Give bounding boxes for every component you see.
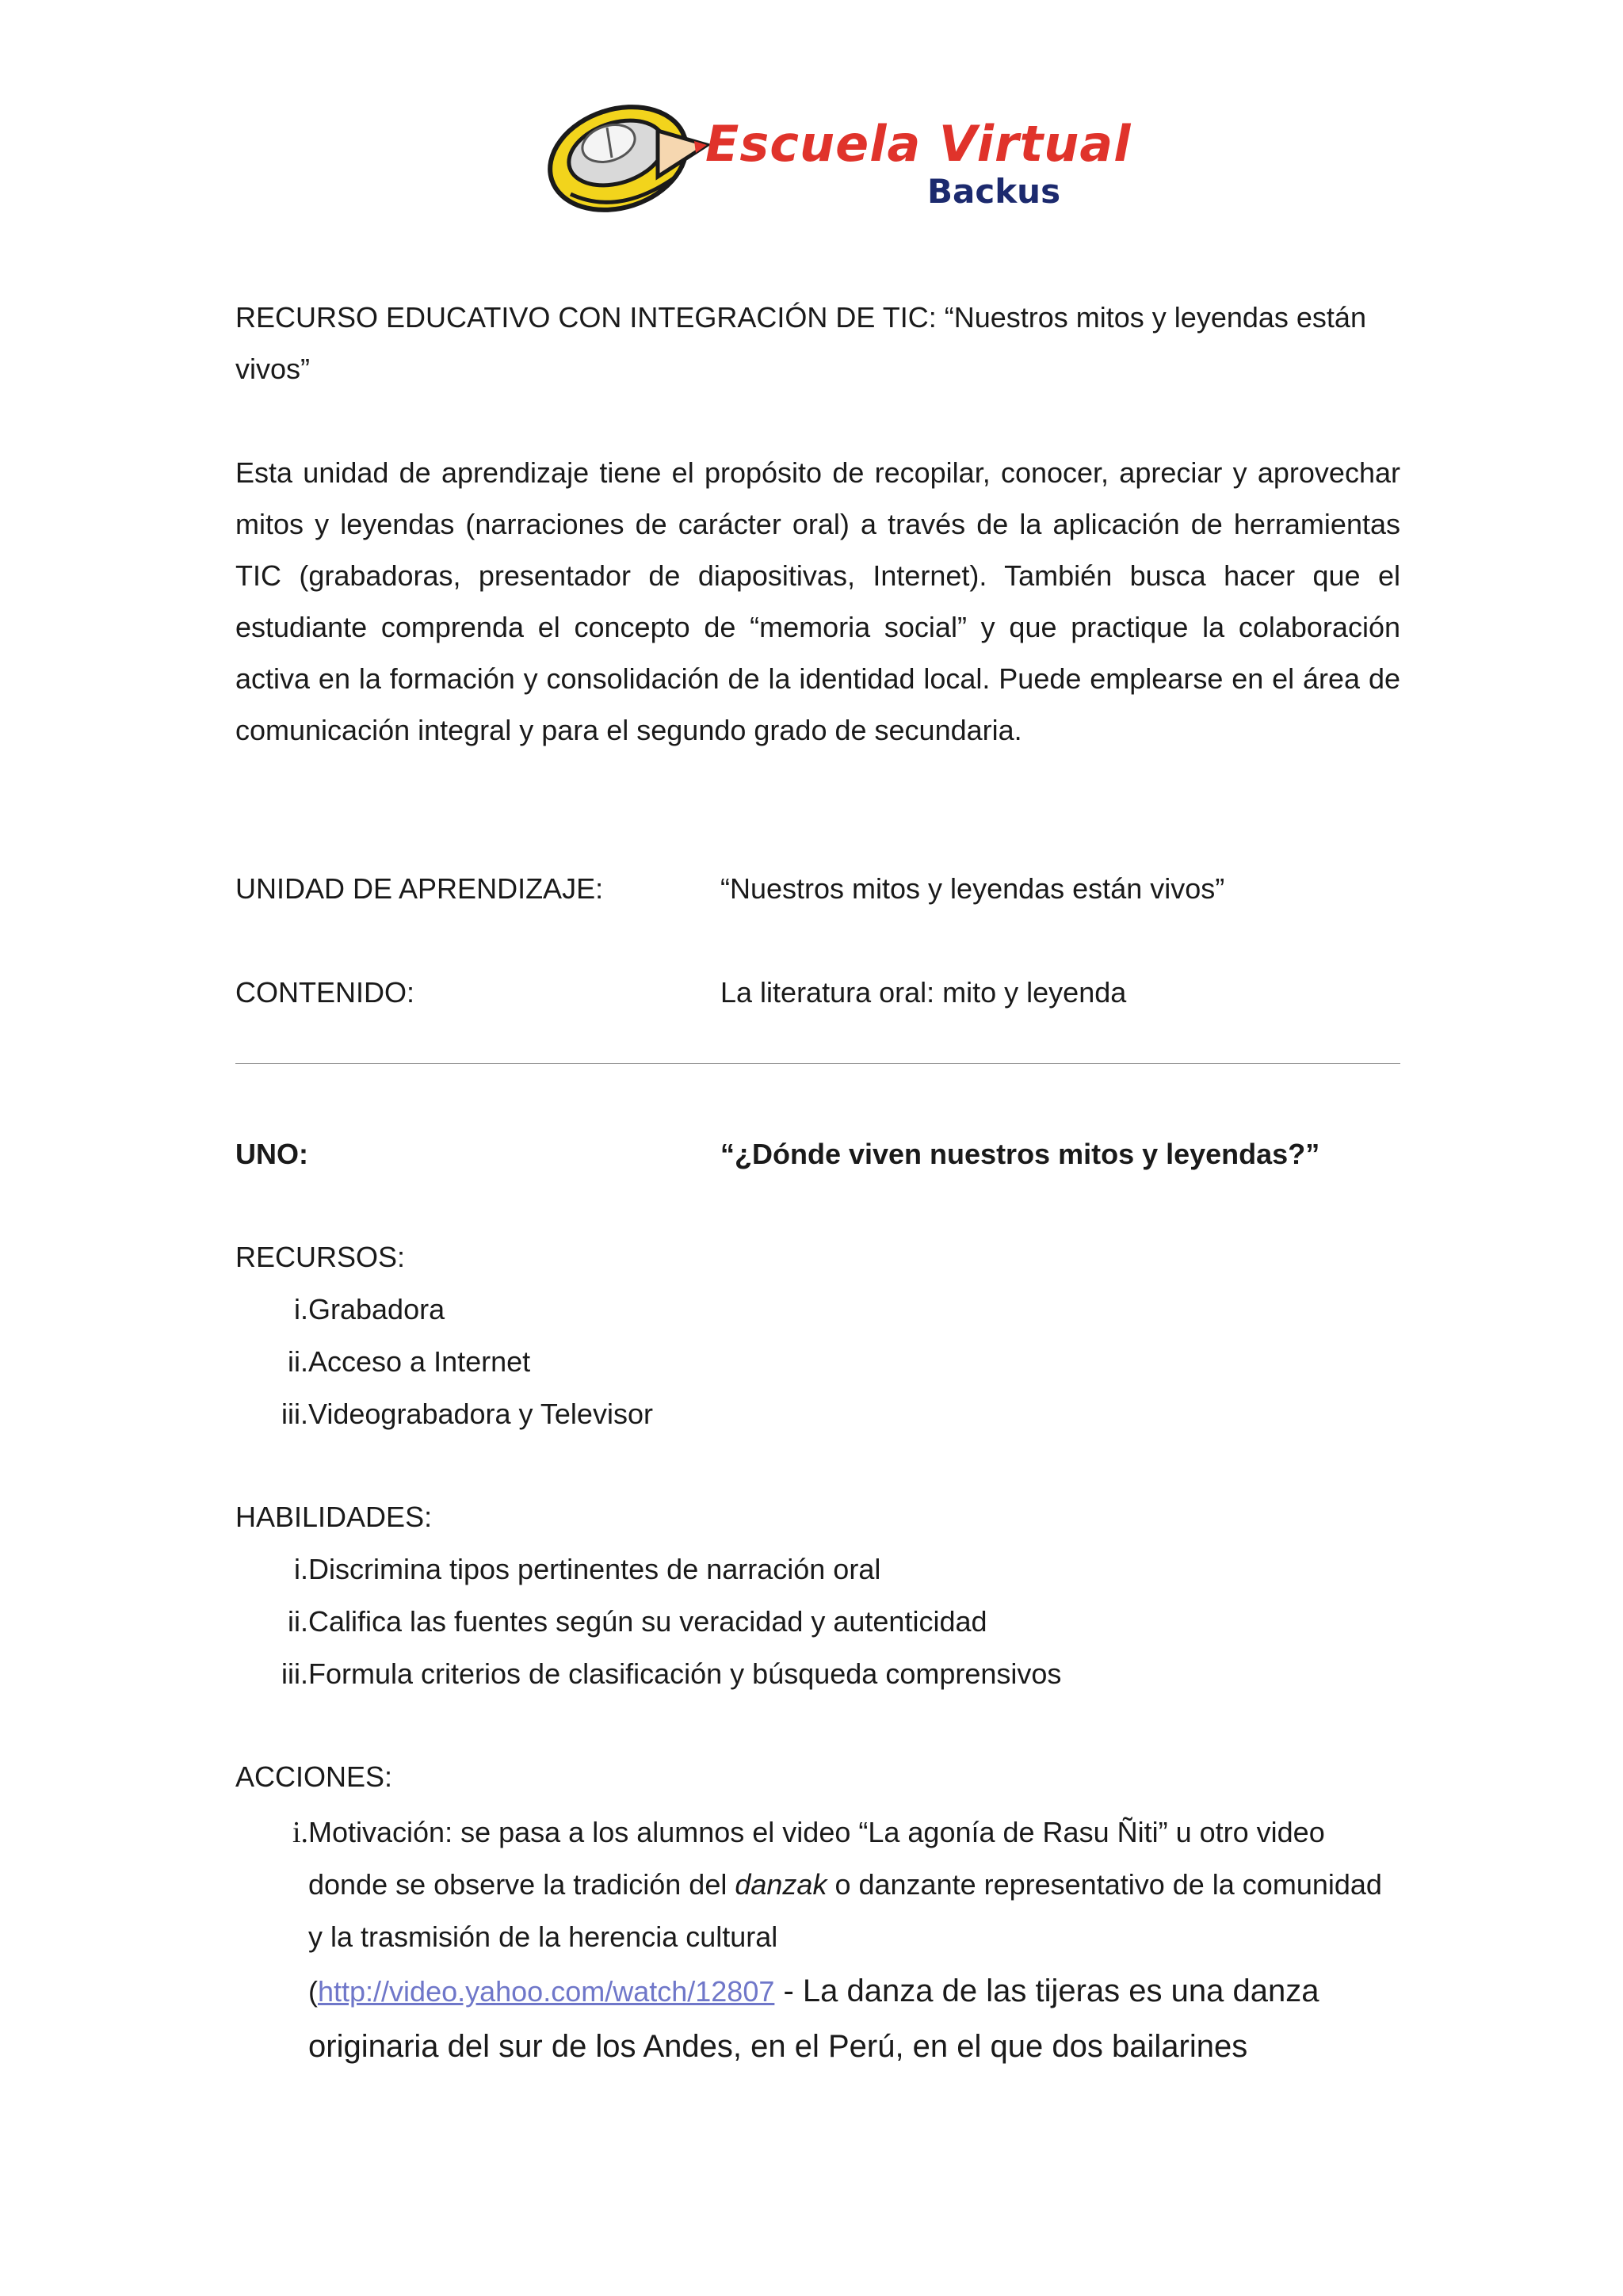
action-paren: ( (308, 1975, 318, 2008)
intro-heading: RECURSO EDUCATIVO CON INTEGRACIÓN DE TIC: “Nuestros mitos y leyendas están vivos” (235, 301, 1366, 385)
video-link[interactable]: http://video.yahoo.com/watch/12807 (318, 1975, 775, 2008)
action-item-number: i. (292, 1816, 308, 1849)
escuela-virtual-logo (539, 75, 1132, 234)
list-item-text: Discrimina tipos pertinentes de narración oral (308, 1553, 881, 1585)
list-item-text: Califica las fuentes según su veracidad y autenticidad (308, 1605, 987, 1638)
list-item-text: Formula criterios de clasificación y búsqueda comprensivos (308, 1657, 1062, 1690)
unit-label: UNIDAD DE APRENDIZAJE: (235, 872, 604, 905)
list-item-text: Grabadora (308, 1293, 445, 1325)
action-text-italic: danzak (735, 1868, 827, 1901)
list-item-number: iii. (281, 1398, 308, 1430)
list-item-number: i. (294, 1553, 308, 1585)
acciones-heading: ACCIONES: (235, 1760, 393, 1793)
section-title: “¿Dónde viven nuestros mitos y leyendas?” (720, 1138, 1320, 1170)
list-item-number: ii. (288, 1345, 308, 1378)
recursos-heading: RECURSOS: (235, 1241, 406, 1273)
list-item-number: i. (294, 1293, 308, 1325)
intro-description: Esta unidad de aprendizaje tiene el propósito de recopilar, conocer, apreciar y aprovechar mitos y leyendas (narraciones de carácter oral) a través de la aplicación de herramientas TIC (grabadoras, presentador de diapositivas, Internet). También busca hacer que el estudiante comprenda el concepto de “memoria social” y que practique la colaboración activa en la formación y consolidación de la identidad local. Puede emplearse en el área de comunicación integral y para el segundo grado de secundaria. (235, 456, 1400, 746)
action-text-a: Motivación: se pasa a los alumnos el video “La agonía de Rasu Ñiti” u otro video donde se observe la tradición del (308, 1816, 1325, 1901)
action-item-text (308, 1806, 1400, 2074)
action-text-b: o danzante representativo de la comunidad y la trasmisión de la herencia cultural (308, 1868, 1382, 1953)
list-item-number: ii. (288, 1605, 308, 1638)
action-tail: La danza de las tijeras es una danza originaria del sur de los Andes, en el Perú, en el que dos bailarines (308, 1974, 1319, 2064)
logo-title: Escuela Virtual (705, 115, 1132, 173)
list-item-text: Acceso a Internet (308, 1345, 531, 1378)
content-label: CONTENIDO: (235, 976, 415, 1009)
habilidades-heading: HABILIDADES: (235, 1501, 433, 1533)
logo-brand: Backus (927, 172, 1061, 211)
horizontal-divider (235, 1063, 1400, 1064)
pencil-mouse-icon (539, 75, 721, 234)
content-value: La literatura oral: mito y leyenda (720, 976, 1127, 1009)
list-item-text: Videograbadora y Televisor (308, 1398, 653, 1430)
action-dash: - (774, 1974, 803, 2008)
list-item-number: iii. (281, 1657, 308, 1690)
section-label: UNO: (235, 1138, 308, 1170)
unit-value: “Nuestros mitos y leyendas están vivos” (720, 872, 1225, 905)
